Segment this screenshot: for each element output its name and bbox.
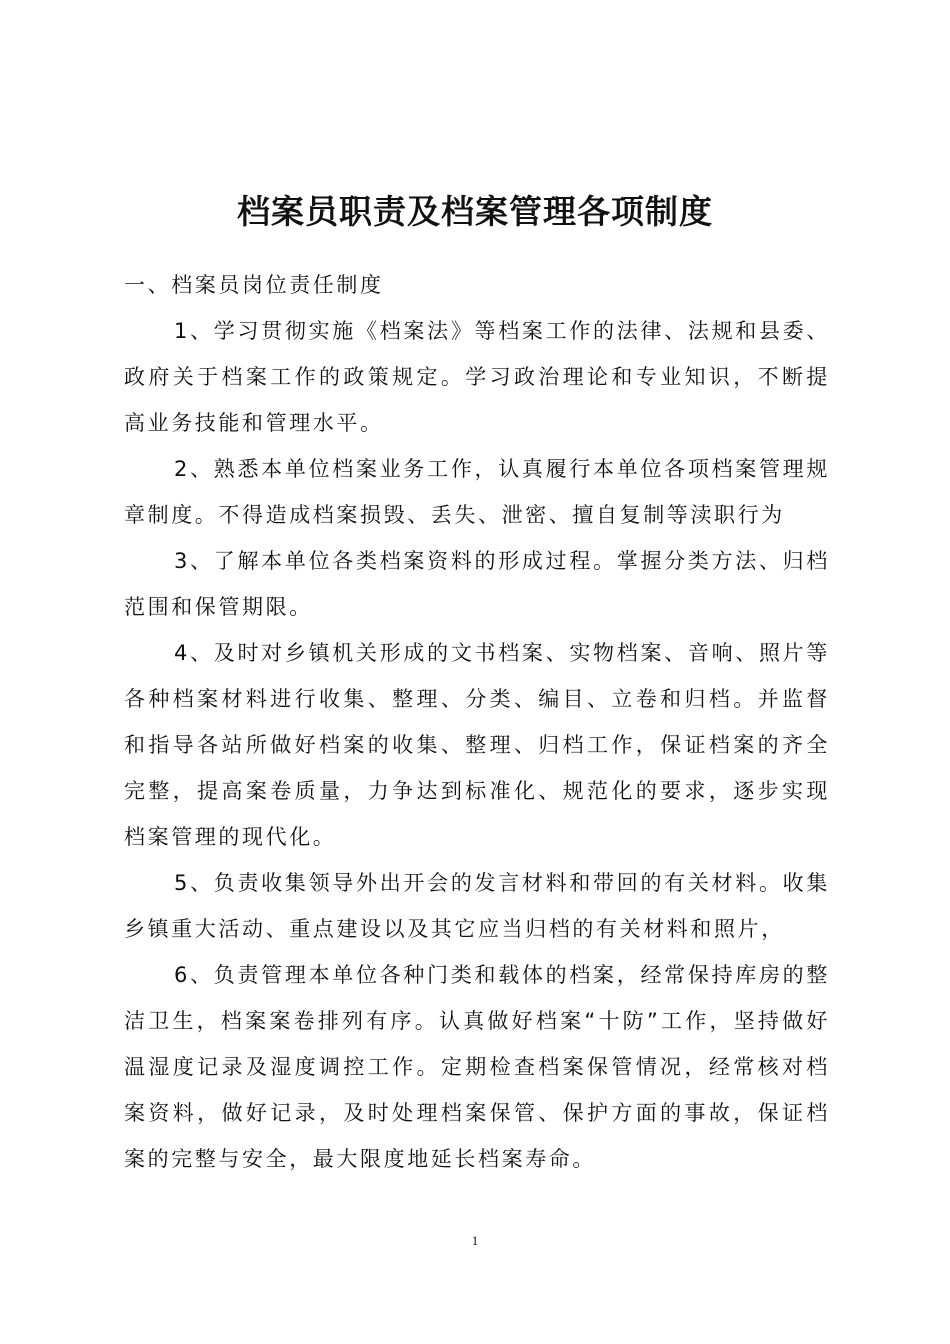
document-title: 档案员职责及档案管理各项制度 <box>237 192 713 231</box>
paragraph-5: 5、负责收集领导外出开会的发言材料和带回的有关材料。收集乡镇重大活动、重点建设以及其它应当归档的有关材料和照片， <box>124 871 830 941</box>
paragraph-1: 1、学习贯彻实施《档案法》等档案工作的法律、法规和县委、政府关于档案工作的政策规定。学习政治理论和专业知识，不断提高业务技能和管理水平。 <box>124 319 830 435</box>
paragraph-3: 3、了解本单位各类档案资料的形成过程。掌握分类方法、归档范围和保管期限。 <box>124 549 830 619</box>
paragraph-2: 2、熟悉本单位档案业务工作，认真履行本单位各项档案管理规章制度。不得造成档案损毁、丢失、泄密、擅自复制等渎职行为 <box>124 457 830 527</box>
document-body <box>124 262 830 1182</box>
section-heading: 一、档案员岗位责任制度 <box>124 273 384 297</box>
page-number: 1 <box>471 1233 479 1248</box>
paragraph-4: 4、及时对乡镇机关形成的文书档案、实物档案、音响、照片等各种档案材料进行收集、整理、分类、编目、立卷和归档。并监督和指导各站所做好档案的收集、整理、归档工作，保证档案的齐全完整，提高案卷质量，力争达到标准化、规范化的要求，逐步实现档案管理的现代化。 <box>124 641 830 849</box>
paragraph-6: 6、负责管理本单位各种门类和载体的档案，经常保持库房的整洁卫生，档案案卷排列有序。认真做好档案“十防”工作，坚持做好温湿度记录及湿度调控工作。定期检查档案保管情况，经常核对档案资料，做好记录，及时处理档案保管、保护方面的事故，保证档案的完整与安全，最大限度地延长档案寿命。 <box>124 963 830 1171</box>
